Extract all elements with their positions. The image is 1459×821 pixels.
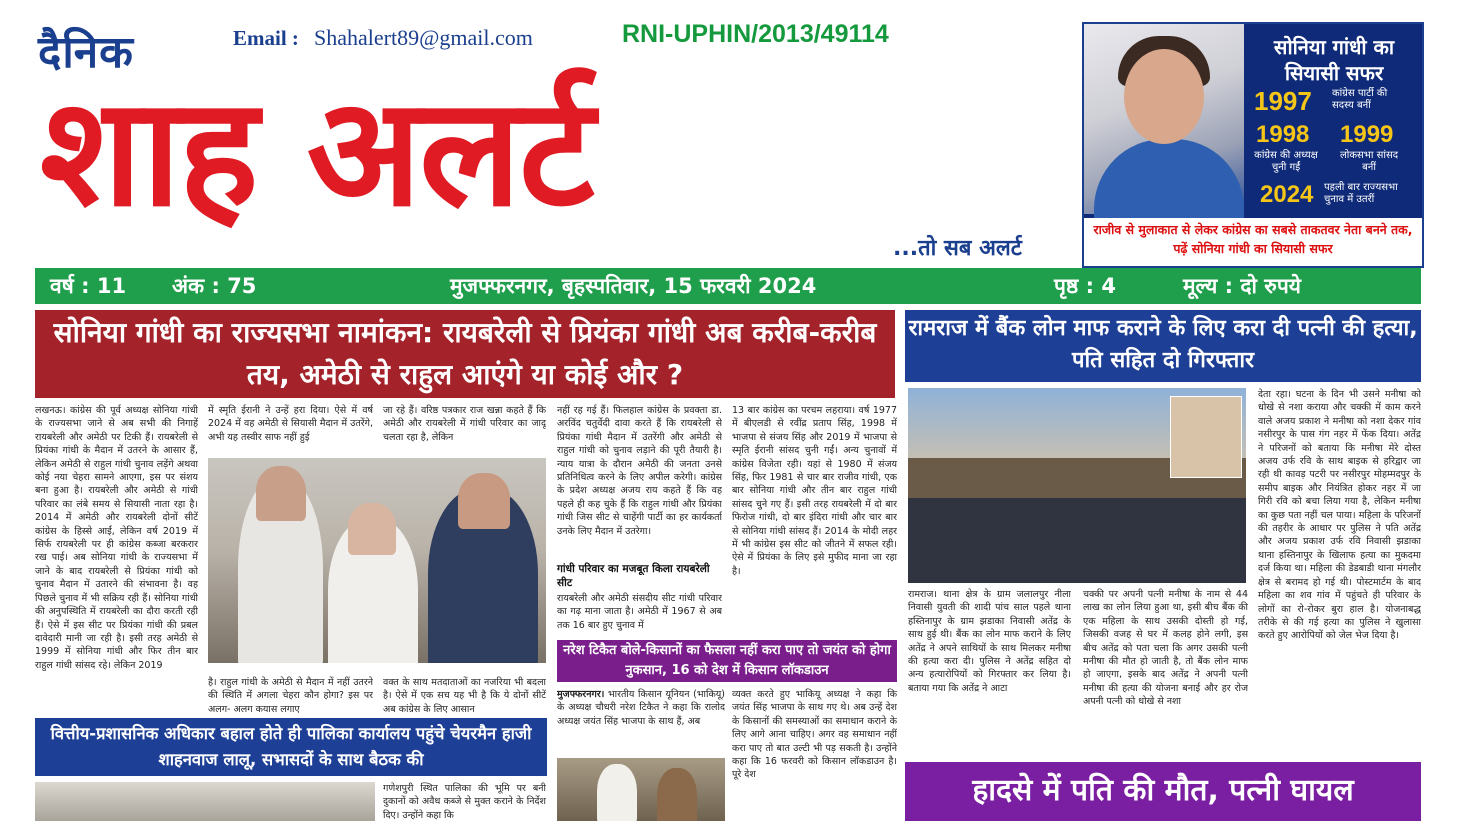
promo-footer-text: राजीव से मुलाकात से लेकर कांग्रेस का सबसे ताकतवर नेता बनने तक, पढ़ें सोनिया गांधी का सियासी सफर <box>1093 222 1413 256</box>
promo-year: 2024 <box>1260 181 1314 208</box>
ramraj-col-1: रामराज। थाना क्षेत्र के ग्राम जलालपुर नीला निवासी युवती की शादी पांच साल पहले थाना हस्तिनापुर के ग्राम झडाका निवासी अतेंद्र के साथ हुई थी। बैंक का लोन माफ कराने के लिए अतेंद्र ने अपने साथियों के साथ मिलकर मनीषा की हत्या करा दी। पुलिस ने अतेंद्र सहित दो अन्य हत्यारोपियों को गिरफ्तार कर लिया है। बताया गया कि अतेंद्र ने आटा <box>908 589 1071 694</box>
promo-photo-body <box>1094 139 1244 219</box>
municipal-text: गणेशपुरी स्थित पालिका की भूमि पर बनी दुकानों को अवैध कब्जे से मुक्त कराने के निर्देश दिए। उन्होंने कहा कि <box>383 783 546 821</box>
photo-face <box>256 466 306 521</box>
masthead-tagline: ...तो सब अलर्ट <box>893 236 1022 261</box>
promo-title: सोनिया गांधी का सियासी सफर <box>1273 35 1395 85</box>
promo-photo-face <box>1124 49 1204 144</box>
promo-box[interactable] <box>1082 22 1424 268</box>
lead-col-2-bottom: है। राहुल गांधी के अमेठी से मैदान में नहीं उतरने की स्थिति में अगला चेहरा कौन होगा? इस पर अलग- अलग कयास लगाए <box>208 677 373 715</box>
photo-crowd <box>908 498 1246 583</box>
lead-col-5: 13 बार कांग्रेस का परचम लहराया। वर्ष 1977 में बीएलडी से रवींद्र प्रताप सिंह, 1998 में भाजपा से संजय सिंह और 2019 में भाजपा से स्मृति ईरानी सांसद चुनी गईं। अन्य चुनावों में कांग्रेस विजेता रही। यहां से 1980 में संजय सिंह, फिर 1981 से चार बार राजीव गांधी, एक बार सोनिया गांधी और तीन बार राहुल गांधी सांसद चुने गए हैं। इसी तरह रायबरेली में दो बार फिरोज गांधी, दो बार इंदिरा गांधी और चार बार से सोनिया गांधी सांसद हैं। 2014 के मोदी लहर में भी कांग्रेस इस सीट को जीतने में सफल रही। ऐसे में प्रियंका के लिए इसे मुफीद माना जा रहा है। <box>732 405 897 577</box>
lead-col-4-after: रायबरेली और अमेठी संसदीय सीट गांधी परिवार का गढ़ माना जाता है। अमेठी में 1967 से अब तक 16 बार हुए चुनाव में <box>557 593 722 631</box>
issue-volume: वर्ष : 11 <box>50 274 127 298</box>
farmer-col-2: व्यक्त करते हुए भाकियू अध्यक्ष ने कहा कि जयंत सिंह भाजपा के साथ गए थे। अब उन्हें देश के किसानों की समस्याओं का समाधान कराने के लिए आगे आना चाहिए। अगर वह समाधान नहीं करा पाए तो बात उल्टी भी पड़ सकती है। उन्होंने कहा कि 16 फरवरी को किसान लॉकडाउन है। पूरे देश <box>732 689 897 781</box>
promo-year-1997 <box>1254 86 1312 117</box>
promo-note-1998: कांग्रेस की अध्यक्ष चुनी गईं <box>1254 150 1318 173</box>
accident-headline[interactable]: हादसे में पति की मौत, पत्नी घायल <box>972 773 1354 808</box>
rni-number: RNI-UPHIN/2013/49114 <box>622 20 889 48</box>
promo-year-2024 <box>1260 180 1320 209</box>
lead-photo <box>208 458 546 663</box>
promo-photo <box>1084 24 1244 214</box>
photo-inset-portrait <box>1170 396 1242 478</box>
ramraj-photo <box>908 388 1246 583</box>
ramraj-col-3: देता रहा। घटना के दिन भी उसने मनीषा को धोखे से नशा कराया और चक्की में काम करने वाले अजय प्रकाश ने मनीषा को नशा देकर गांव नसीरपुर के पास गंग नहर में फेंक दिया। अतेंद्र ने परिजनों को बताया कि मनीषा मेरे दोस्त अजय उर्फ रवि के साथ बाइक से हरिद्वार जा रही थी कावड़ पटरी पर नसीरपुर मोहम्मदपुर के समीप बाइक और नियंत्रित होकर नहर में जा गिरी रवि को बचा लिया गया है, लेकिन मनीषा का कुछ पता नहीं चल पाया। महिला के परिजनों की तहरीर के आधार पर पुलिस ने पति अतेंद्र और अजय प्रकाश उर्फ रवि निवासी झडाका थाना हस्तिनापुर के खिलाफ हत्या का मुकदमा दर्ज किया था। महिला की डेडबाडी थाना मंगलौर क्षेत्र से बरामद हो गई थी। पोस्टमार्टम के बाद महिला का शव गांव में पहुंचते ही परिवार के लोगों का रो-रोकर बुरा हाल है। योजनाबद्ध तरीके से की गई हत्या का पुलिस ने खुलासा करते हुए आरोपियों को जेल भेज दिया है। <box>1258 389 1421 642</box>
issue-price: मूल्य : दो रुपये <box>1183 274 1301 298</box>
ramraj-headline[interactable]: रामराज में बैंक लोन माफ कराने के लिए करा दी पत्नी की हत्या, पति सहित दो गिरफ्तार <box>908 316 1418 373</box>
page-number: पृष्ठ : 4 <box>1054 274 1116 298</box>
promo-year: 1999 <box>1340 121 1394 148</box>
municipal-headline[interactable]: वित्तीय-प्रशासनिक अधिकार बहाल होते ही पालिका कार्यालय पहुंचे चेयरमैन हाजी शाहनवाज लालू, सभासदों के साथ बैठक की <box>50 724 532 769</box>
promo-year-1998 <box>1256 120 1316 149</box>
lead-col-4: नहीं रह गई हैं। फिलहाल कांग्रेस के प्रवक्ता डा. अरविंद चतुर्वेदी दावा करते हैं कि रायबरेली से प्रियंका गांधी मैदान में उतरेंगी और अमेठी से राहुल गांधी को चुनाव लड़ाने की पूरी तैयारी है। न्याय यात्रा के दौरान अमेठी की जनता उनसे प्रतिनिधित्व करने के लिए अपील करेगी। कांग्रेस के प्रदेश अध्यक्ष अजय राय कहते हैं कि वह पहले ही कह चुके हैं कि राहुल गांधी और प्रियंका गांधी जिस सीट से चाहेंगी पार्टी का हर कार्यकर्ता उनके लिए मैदान में उतरेगा। <box>557 405 722 537</box>
lead-col-1: लखनऊ। कांग्रेस की पूर्व अध्यक्ष सोनिया गांधी के राज्यसभा जाने से अब सभी की निगाहें रायबरेली और अमेठी पर टिकी हैं। रायबरेली से प्रियंका गांधी के मैदान में उतरने के आसार हैं, लेकिन अमेठी से राहुल गांधी चुनाव लड़ेंगे अथवा कोई नया चेहरा सामने आएगा, इस पर संशय बना हुआ है। रायबरेली और अमेठी से गांधी परिवार का लंबे समय से सियासी नाता रहा है। 2014 में अमेठी और रायबरेली दोनों सीटें कांग्रेस के हिस्से आईं, लेकिन वर्ष 2019 में सिर्फ रायबरेली पर ही कांग्रेस कब्जा बरकरार रख पाई। अब सोनिया गांधी के राज्यसभा में जाने के बाद रायबरेली से प्रियंका गांधी को चुनाव मैदान में उतारने की संभावना है। वह पिछले चुनाव में भी सक्रिय रही हैं। सोनिया गांधी की अनुपस्थिति में रायबरेली का दौरा करती रही हैं। ऐसे में इस सीट पर प्रियंका गांधी की प्रबल दावेदारी मानी जा रही है। इसी तरह अमेठी से 1999 में सोनिया गांधी और फिर तीन बार राहुल गांधी सांसद रहे। लेकिन 2019 <box>35 405 198 671</box>
photo-face <box>458 473 510 529</box>
masthead-title: शाह अलर्ट <box>40 66 593 240</box>
email-label: Email : <box>233 26 299 50</box>
farmer-headline[interactable]: नरेश टिकैत बोले-किसानों का फैसला नहीं करा पाए तो जयंत को होगा नुकसान, 16 को देश में किसान लॉकडाउन <box>563 643 891 678</box>
promo-year: 1998 <box>1256 121 1310 148</box>
farmer-col-1-text: भारतीय किसान यूनियन (भाकियू) के अध्यक्ष चौधरी नरेश टिकैत ने कहा कि रालोद अध्यक्ष जयंत सिंह भाजपा के साथ हैं, अब <box>557 689 725 727</box>
issue-number: अंक : 75 <box>172 274 257 298</box>
lead-subhead: गांधी परिवार का मजबूत किला रायबरेली सीट <box>557 563 710 589</box>
promo-year: 1997 <box>1254 86 1312 116</box>
lead-headline[interactable]: सोनिया गांधी का राज्यसभा नामांकन: रायबरेली से प्रियंका गांधी अब करीब-करीब तय, अमेठी से राहुल आएंगे या कोई और ? <box>53 316 877 391</box>
photo-figure <box>657 768 697 821</box>
farmer-col-1 <box>557 688 725 754</box>
masthead-dainik: दैनिक <box>38 27 134 78</box>
email-link[interactable]: Shahalert89@gmail.com <box>314 25 533 50</box>
lead-col-3-bottom: वक्त के साथ मतदाताओं का नजरिया भी बदला है। ऐसे में एक सच यह भी है कि ये दोनों सीटें अब कांग्रेस के लिए आसान <box>383 677 546 715</box>
promo-year-1999 <box>1340 120 1400 149</box>
photo-figure <box>597 764 637 821</box>
ramraj-col-2: चक्की पर अपनी पत्नी मनीषा के नाम से 44 लाख का लोन लिया हुआ था, इसी बीच बैंक की एक महिला के साथ उसकी दोस्ती हो गई, जिसकी वजह से घर में कलह होने लगी, इस बीच अतेंद्र को पता चला कि अगर उसकी पत्नी मनीषा की मौत हो जाती है, तो बैंक लोन माफ हो जाएगा, इसके बाद अतेंद्र ने अपनी पत्नी मनीषा की हत्या की योजना बनाई और हर रोज अपनी पत्नी को धोखे से नशा <box>1083 589 1248 708</box>
photo-face <box>348 503 396 555</box>
promo-note-2024: पहली बार राज्यसभा चुनाव में उतरीं <box>1324 182 1398 205</box>
promo-note-1997: कांग्रेस पार्टी की सदस्य बनीं <box>1332 88 1388 111</box>
farmer-photo <box>557 758 725 821</box>
municipal-photo <box>35 782 375 821</box>
promo-note-1999: लोकसभा सांसद बनीं <box>1339 150 1399 173</box>
issue-date: मुजफ्फरनगर, बृहस्पतिवार, 15 फरवरी 2024 <box>450 274 817 298</box>
farmer-dateline: मुजफ्फरनगर। <box>557 689 605 700</box>
lead-col-3-top: जा रहे हैं। वरिष्ठ पत्रकार राज खन्ना कहते हैं कि अमेठी और रायबरेली में गांधी परिवार का जादू चलता रहा है, लेकिन <box>383 405 546 443</box>
lead-col-2-top: में स्मृति ईरानी ने उन्हें हरा दिया। ऐसे में वर्ष 2024 में वह अमेठी से सियासी मैदान में उतरेंगे, अभी यह तस्वीर साफ नहीं हुई <box>208 405 373 443</box>
